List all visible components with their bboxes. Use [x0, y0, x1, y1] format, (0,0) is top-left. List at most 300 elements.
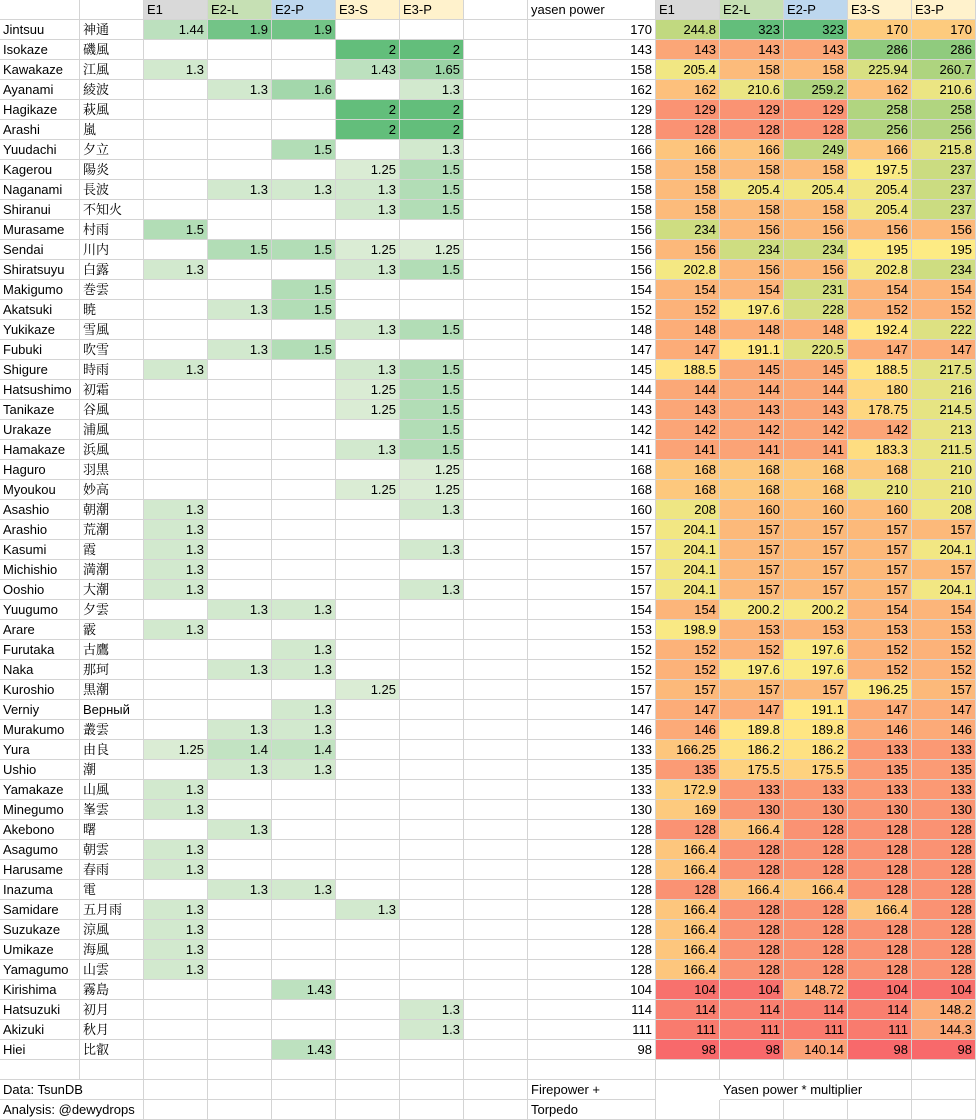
- mult-cell-e3p[interactable]: 1.25: [400, 240, 464, 260]
- result-cell-e1[interactable]: 146: [656, 720, 720, 740]
- yasen-power-cell[interactable]: 157: [528, 580, 656, 600]
- yasen-power-cell[interactable]: 152: [528, 640, 656, 660]
- mult-cell-e1[interactable]: [144, 200, 208, 220]
- blank-cell[interactable]: [464, 40, 528, 60]
- mult-cell-e3p[interactable]: [400, 1040, 464, 1060]
- result-cell-e3p[interactable]: 128: [912, 960, 976, 980]
- empty-cell[interactable]: [912, 1060, 976, 1080]
- mult-cell-e1[interactable]: 1.5: [144, 220, 208, 240]
- result-cell-e3p[interactable]: 195: [912, 240, 976, 260]
- result-cell-e3p[interactable]: 128: [912, 920, 976, 940]
- ship-name[interactable]: Fubuki: [0, 340, 80, 360]
- mult-cell-e1[interactable]: 1.3: [144, 840, 208, 860]
- result-cell-e2p[interactable]: 153: [784, 620, 848, 640]
- result-cell-e1[interactable]: 244.8: [656, 20, 720, 40]
- result-cell-e2p[interactable]: 158: [784, 160, 848, 180]
- mult-cell-e3p[interactable]: [400, 220, 464, 240]
- blank-cell[interactable]: [464, 700, 528, 720]
- mult-cell-e3s[interactable]: 1.25: [336, 380, 400, 400]
- result-cell-e1[interactable]: 152: [656, 660, 720, 680]
- result-cell-e3s[interactable]: 286: [848, 40, 912, 60]
- result-cell-e1[interactable]: 168: [656, 460, 720, 480]
- ship-name[interactable]: Ooshio: [0, 580, 80, 600]
- mult-cell-e3p[interactable]: [400, 720, 464, 740]
- result-cell-e3p[interactable]: 147: [912, 700, 976, 720]
- ship-name[interactable]: Yuugumo: [0, 600, 80, 620]
- result-cell-e1[interactable]: 166.4: [656, 960, 720, 980]
- mult-cell-e3p[interactable]: 1.3: [400, 140, 464, 160]
- blank-cell[interactable]: [464, 540, 528, 560]
- mult-cell-e2l[interactable]: 1.3: [208, 880, 272, 900]
- result-cell-e2p[interactable]: 140.14: [784, 1040, 848, 1060]
- mult-cell-e3s[interactable]: [336, 460, 400, 480]
- mult-cell-e2p[interactable]: [272, 360, 336, 380]
- result-cell-e2p[interactable]: 148.72: [784, 980, 848, 1000]
- result-cell-e2l[interactable]: 143: [720, 400, 784, 420]
- mult-cell-e3s[interactable]: 2: [336, 40, 400, 60]
- ship-jp-name[interactable]: 長波: [80, 180, 144, 200]
- ship-name[interactable]: Hiei: [0, 1040, 80, 1060]
- mult-cell-e1[interactable]: [144, 440, 208, 460]
- result-cell-e1[interactable]: 152: [656, 640, 720, 660]
- result-cell-e3s[interactable]: 157: [848, 520, 912, 540]
- mult-cell-e3s[interactable]: 1.25: [336, 240, 400, 260]
- blank-cell[interactable]: [464, 120, 528, 140]
- result-cell-e1[interactable]: 172.9: [656, 780, 720, 800]
- mult-cell-e2l[interactable]: [208, 500, 272, 520]
- result-cell-e1[interactable]: 166.4: [656, 900, 720, 920]
- result-cell-e3p[interactable]: 210: [912, 480, 976, 500]
- mult-cell-e2p[interactable]: 1.3: [272, 760, 336, 780]
- footer-blank[interactable]: [784, 1100, 848, 1120]
- ship-jp-name[interactable]: 浦風: [80, 420, 144, 440]
- empty-cell[interactable]: [848, 1060, 912, 1080]
- mult-cell-e2l[interactable]: 1.5: [208, 240, 272, 260]
- mult-cell-e3s[interactable]: [336, 940, 400, 960]
- mult-cell-e3s[interactable]: [336, 300, 400, 320]
- mult-cell-e1[interactable]: [144, 1000, 208, 1020]
- result-cell-e2p[interactable]: 142: [784, 420, 848, 440]
- blank-cell[interactable]: [464, 780, 528, 800]
- ship-jp-name[interactable]: 綾波: [80, 80, 144, 100]
- mult-cell-e3s[interactable]: [336, 1020, 400, 1040]
- mult-cell-e2l[interactable]: 1.3: [208, 600, 272, 620]
- ship-jp-name[interactable]: 満潮: [80, 560, 144, 580]
- result-cell-e2p[interactable]: 128: [784, 820, 848, 840]
- result-cell-e1[interactable]: 143: [656, 400, 720, 420]
- header-result-e3s[interactable]: E3-S: [848, 0, 912, 20]
- mult-cell-e1[interactable]: 1.3: [144, 560, 208, 580]
- result-cell-e1[interactable]: 234: [656, 220, 720, 240]
- mult-cell-e1[interactable]: [144, 120, 208, 140]
- yasen-power-cell[interactable]: 133: [528, 740, 656, 760]
- yasen-power-cell[interactable]: 129: [528, 100, 656, 120]
- result-cell-e2l[interactable]: 157: [720, 540, 784, 560]
- blank-cell[interactable]: [464, 340, 528, 360]
- result-cell-e2p[interactable]: 128: [784, 860, 848, 880]
- result-cell-e3p[interactable]: 210: [912, 460, 976, 480]
- mult-cell-e2l[interactable]: 1.3: [208, 660, 272, 680]
- yasen-power-cell[interactable]: 146: [528, 720, 656, 740]
- mult-cell-e2p[interactable]: 1.43: [272, 980, 336, 1000]
- yasen-power-cell[interactable]: 158: [528, 200, 656, 220]
- ship-name[interactable]: Yamakaze: [0, 780, 80, 800]
- result-cell-e3s[interactable]: 152: [848, 660, 912, 680]
- blank-cell[interactable]: [464, 620, 528, 640]
- mult-cell-e2p[interactable]: [272, 160, 336, 180]
- yasen-power-cell[interactable]: 145: [528, 360, 656, 380]
- result-cell-e1[interactable]: 204.1: [656, 580, 720, 600]
- mult-cell-e1[interactable]: [144, 40, 208, 60]
- blank-cell[interactable]: [464, 580, 528, 600]
- result-cell-e2l[interactable]: 129: [720, 100, 784, 120]
- result-cell-e3p[interactable]: 237: [912, 200, 976, 220]
- ship-name[interactable]: Akizuki: [0, 1020, 80, 1040]
- ship-jp-name[interactable]: 初霜: [80, 380, 144, 400]
- ship-name[interactable]: Tanikaze: [0, 400, 80, 420]
- footer-blank[interactable]: [208, 1080, 272, 1100]
- result-cell-e3s[interactable]: 147: [848, 340, 912, 360]
- mult-cell-e3p[interactable]: [400, 300, 464, 320]
- blank-cell[interactable]: [464, 220, 528, 240]
- mult-cell-e3s[interactable]: [336, 1000, 400, 1020]
- blank-cell[interactable]: [464, 360, 528, 380]
- mult-cell-e3s[interactable]: 1.43: [336, 60, 400, 80]
- result-cell-e3p[interactable]: 128: [912, 840, 976, 860]
- mult-cell-e3s[interactable]: [336, 880, 400, 900]
- mult-cell-e3s[interactable]: 1.3: [336, 360, 400, 380]
- mult-cell-e3s[interactable]: [336, 520, 400, 540]
- mult-cell-e3p[interactable]: 1.5: [400, 440, 464, 460]
- result-cell-e2l[interactable]: 186.2: [720, 740, 784, 760]
- footer-blank[interactable]: [144, 1100, 208, 1120]
- header-mult-e3p[interactable]: E3-P: [400, 0, 464, 20]
- mult-cell-e2l[interactable]: [208, 960, 272, 980]
- mult-cell-e1[interactable]: [144, 460, 208, 480]
- result-cell-e1[interactable]: 152: [656, 300, 720, 320]
- result-cell-e3s[interactable]: 142: [848, 420, 912, 440]
- footer-analysis[interactable]: Analysis: @dewydrops: [0, 1100, 144, 1120]
- yasen-power-cell[interactable]: 158: [528, 160, 656, 180]
- mult-cell-e3p[interactable]: [400, 20, 464, 40]
- ship-name[interactable]: Michishio: [0, 560, 80, 580]
- ship-name[interactable]: Jintsuu: [0, 20, 80, 40]
- result-cell-e2p[interactable]: 157: [784, 580, 848, 600]
- result-cell-e2p[interactable]: 220.5: [784, 340, 848, 360]
- header-blank-b[interactable]: [80, 0, 144, 20]
- result-cell-e2p[interactable]: 129: [784, 100, 848, 120]
- result-cell-e3p[interactable]: 157: [912, 520, 976, 540]
- mult-cell-e3p[interactable]: [400, 640, 464, 660]
- result-cell-e2l[interactable]: 157: [720, 520, 784, 540]
- result-cell-e3s[interactable]: 152: [848, 300, 912, 320]
- result-cell-e2p[interactable]: 205.4: [784, 180, 848, 200]
- ship-name[interactable]: Asashio: [0, 500, 80, 520]
- result-cell-e3p[interactable]: 146: [912, 720, 976, 740]
- mult-cell-e3s[interactable]: [336, 500, 400, 520]
- mult-cell-e2l[interactable]: [208, 480, 272, 500]
- result-cell-e3s[interactable]: 130: [848, 800, 912, 820]
- result-cell-e2l[interactable]: 197.6: [720, 300, 784, 320]
- mult-cell-e1[interactable]: [144, 1040, 208, 1060]
- ship-jp-name[interactable]: 五月雨: [80, 900, 144, 920]
- result-cell-e3s[interactable]: 157: [848, 580, 912, 600]
- ship-jp-name[interactable]: 叢雲: [80, 720, 144, 740]
- result-cell-e3s[interactable]: 147: [848, 700, 912, 720]
- ship-jp-name[interactable]: 白露: [80, 260, 144, 280]
- mult-cell-e1[interactable]: [144, 400, 208, 420]
- mult-cell-e2l[interactable]: [208, 360, 272, 380]
- result-cell-e1[interactable]: 166.4: [656, 860, 720, 880]
- blank-cell[interactable]: [464, 200, 528, 220]
- result-cell-e3p[interactable]: 152: [912, 640, 976, 660]
- result-cell-e3p[interactable]: 128: [912, 940, 976, 960]
- footer-blank[interactable]: [144, 1080, 208, 1100]
- mult-cell-e1[interactable]: [144, 600, 208, 620]
- result-cell-e1[interactable]: 148: [656, 320, 720, 340]
- yasen-power-cell[interactable]: 98: [528, 1040, 656, 1060]
- result-cell-e2p[interactable]: 249: [784, 140, 848, 160]
- mult-cell-e1[interactable]: 1.3: [144, 520, 208, 540]
- ship-jp-name[interactable]: 春雨: [80, 860, 144, 880]
- mult-cell-e2l[interactable]: [208, 200, 272, 220]
- result-cell-e2l[interactable]: 200.2: [720, 600, 784, 620]
- result-cell-e1[interactable]: 114: [656, 1000, 720, 1020]
- mult-cell-e2l[interactable]: [208, 100, 272, 120]
- result-cell-e3p[interactable]: 147: [912, 340, 976, 360]
- result-cell-e3p[interactable]: 104: [912, 980, 976, 1000]
- ship-jp-name[interactable]: Верный: [80, 700, 144, 720]
- result-cell-e2l[interactable]: 143: [720, 40, 784, 60]
- mult-cell-e3p[interactable]: [400, 840, 464, 860]
- result-cell-e1[interactable]: 156: [656, 240, 720, 260]
- result-cell-e2p[interactable]: 156: [784, 220, 848, 240]
- yasen-power-cell[interactable]: 157: [528, 560, 656, 580]
- yasen-power-cell[interactable]: 128: [528, 960, 656, 980]
- yasen-power-cell[interactable]: 170: [528, 20, 656, 40]
- result-cell-e2p[interactable]: 133: [784, 780, 848, 800]
- mult-cell-e3p[interactable]: 1.5: [400, 200, 464, 220]
- result-cell-e3p[interactable]: 157: [912, 560, 976, 580]
- result-cell-e1[interactable]: 147: [656, 700, 720, 720]
- yasen-power-cell[interactable]: 166: [528, 140, 656, 160]
- ship-name[interactable]: Kagerou: [0, 160, 80, 180]
- result-cell-e1[interactable]: 111: [656, 1020, 720, 1040]
- yasen-power-cell[interactable]: 153: [528, 620, 656, 640]
- mult-cell-e3p[interactable]: 1.65: [400, 60, 464, 80]
- mult-cell-e2l[interactable]: [208, 1020, 272, 1040]
- blank-cell[interactable]: [464, 20, 528, 40]
- blank-cell[interactable]: [464, 880, 528, 900]
- mult-cell-e2p[interactable]: 1.9: [272, 20, 336, 40]
- mult-cell-e1[interactable]: [144, 420, 208, 440]
- yasen-power-cell[interactable]: 168: [528, 460, 656, 480]
- result-cell-e2l[interactable]: 168: [720, 460, 784, 480]
- result-cell-e2p[interactable]: 259.2: [784, 80, 848, 100]
- result-cell-e3s[interactable]: 160: [848, 500, 912, 520]
- result-cell-e2l[interactable]: 166: [720, 140, 784, 160]
- mult-cell-e1[interactable]: [144, 1020, 208, 1040]
- ship-name[interactable]: Kawakaze: [0, 60, 80, 80]
- footer-blank[interactable]: [336, 1100, 400, 1120]
- result-cell-e2l[interactable]: 157: [720, 560, 784, 580]
- mult-cell-e1[interactable]: [144, 180, 208, 200]
- mult-cell-e3p[interactable]: [400, 760, 464, 780]
- result-cell-e3s[interactable]: 188.5: [848, 360, 912, 380]
- mult-cell-e1[interactable]: [144, 660, 208, 680]
- ship-jp-name[interactable]: 吹雪: [80, 340, 144, 360]
- empty-cell[interactable]: [720, 1060, 784, 1080]
- result-cell-e2p[interactable]: 148: [784, 320, 848, 340]
- mult-cell-e3p[interactable]: 1.25: [400, 460, 464, 480]
- result-cell-e1[interactable]: 166: [656, 140, 720, 160]
- mult-cell-e2l[interactable]: [208, 120, 272, 140]
- mult-cell-e3s[interactable]: [336, 860, 400, 880]
- mult-cell-e3s[interactable]: [336, 760, 400, 780]
- result-cell-e3s[interactable]: 180: [848, 380, 912, 400]
- yasen-power-cell[interactable]: 128: [528, 120, 656, 140]
- mult-cell-e2p[interactable]: 1.4: [272, 740, 336, 760]
- mult-cell-e2p[interactable]: [272, 620, 336, 640]
- empty-cell[interactable]: [336, 1060, 400, 1080]
- result-cell-e1[interactable]: 162: [656, 80, 720, 100]
- mult-cell-e3s[interactable]: 1.3: [336, 900, 400, 920]
- result-cell-e1[interactable]: 128: [656, 120, 720, 140]
- mult-cell-e2p[interactable]: 1.3: [272, 700, 336, 720]
- mult-cell-e3p[interactable]: [400, 960, 464, 980]
- result-cell-e2l[interactable]: 166.4: [720, 820, 784, 840]
- mult-cell-e3s[interactable]: [336, 820, 400, 840]
- mult-cell-e3s[interactable]: [336, 660, 400, 680]
- yasen-power-cell[interactable]: 135: [528, 760, 656, 780]
- mult-cell-e3s[interactable]: [336, 580, 400, 600]
- mult-cell-e2l[interactable]: [208, 380, 272, 400]
- result-cell-e3p[interactable]: 128: [912, 900, 976, 920]
- ship-jp-name[interactable]: 巻雲: [80, 280, 144, 300]
- mult-cell-e2p[interactable]: [272, 220, 336, 240]
- ship-name[interactable]: Minegumo: [0, 800, 80, 820]
- mult-cell-e2l[interactable]: [208, 800, 272, 820]
- result-cell-e2p[interactable]: 160: [784, 500, 848, 520]
- yasen-power-cell[interactable]: 141: [528, 440, 656, 460]
- blank-cell[interactable]: [464, 600, 528, 620]
- ship-jp-name[interactable]: 暁: [80, 300, 144, 320]
- yasen-power-cell[interactable]: 154: [528, 600, 656, 620]
- result-cell-e3p[interactable]: 152: [912, 660, 976, 680]
- ship-name[interactable]: Shigure: [0, 360, 80, 380]
- mult-cell-e2l[interactable]: [208, 400, 272, 420]
- ship-name[interactable]: Furutaka: [0, 640, 80, 660]
- ship-name[interactable]: Arare: [0, 620, 80, 640]
- ship-jp-name[interactable]: 涼風: [80, 920, 144, 940]
- mult-cell-e2p[interactable]: [272, 820, 336, 840]
- empty-cell[interactable]: [80, 1060, 144, 1080]
- mult-cell-e2l[interactable]: [208, 940, 272, 960]
- mult-cell-e2l[interactable]: 1.3: [208, 180, 272, 200]
- result-cell-e1[interactable]: 169: [656, 800, 720, 820]
- header-result-e3p[interactable]: E3-P: [912, 0, 976, 20]
- mult-cell-e3s[interactable]: 1.25: [336, 680, 400, 700]
- result-cell-e3s[interactable]: 128: [848, 840, 912, 860]
- result-cell-e3s[interactable]: 195: [848, 240, 912, 260]
- result-cell-e2p[interactable]: 323: [784, 20, 848, 40]
- mult-cell-e1[interactable]: [144, 320, 208, 340]
- mult-cell-e3p[interactable]: 2: [400, 120, 464, 140]
- result-cell-e2p[interactable]: 156: [784, 260, 848, 280]
- blank-cell[interactable]: [464, 720, 528, 740]
- mult-cell-e3p[interactable]: 1.3: [400, 540, 464, 560]
- result-cell-e1[interactable]: 141: [656, 440, 720, 460]
- ship-jp-name[interactable]: 那珂: [80, 660, 144, 680]
- ship-name[interactable]: Verniy: [0, 700, 80, 720]
- blank-cell[interactable]: [464, 940, 528, 960]
- result-cell-e1[interactable]: 166.4: [656, 840, 720, 860]
- result-cell-e3p[interactable]: 237: [912, 180, 976, 200]
- result-cell-e3s[interactable]: 258: [848, 100, 912, 120]
- mult-cell-e3s[interactable]: [336, 340, 400, 360]
- yasen-power-cell[interactable]: 158: [528, 60, 656, 80]
- blank-cell[interactable]: [464, 920, 528, 940]
- yasen-power-cell[interactable]: 156: [528, 220, 656, 240]
- mult-cell-e2p[interactable]: 1.3: [272, 640, 336, 660]
- ship-name[interactable]: Naka: [0, 660, 80, 680]
- result-cell-e3s[interactable]: 156: [848, 220, 912, 240]
- ship-name[interactable]: Yura: [0, 740, 80, 760]
- result-cell-e2p[interactable]: 166.4: [784, 880, 848, 900]
- result-cell-e2l[interactable]: 128: [720, 920, 784, 940]
- result-cell-e3p[interactable]: 128: [912, 860, 976, 880]
- result-cell-e3p[interactable]: 222: [912, 320, 976, 340]
- ship-jp-name[interactable]: 比叡: [80, 1040, 144, 1060]
- yasen-power-cell[interactable]: 114: [528, 1000, 656, 1020]
- yasen-power-cell[interactable]: 156: [528, 240, 656, 260]
- result-cell-e2l[interactable]: 234: [720, 240, 784, 260]
- result-cell-e2p[interactable]: 200.2: [784, 600, 848, 620]
- blank-cell[interactable]: [464, 640, 528, 660]
- mult-cell-e1[interactable]: [144, 820, 208, 840]
- result-cell-e2p[interactable]: 114: [784, 1000, 848, 1020]
- result-cell-e2p[interactable]: 128: [784, 840, 848, 860]
- result-cell-e3p[interactable]: 144.3: [912, 1020, 976, 1040]
- mult-cell-e2p[interactable]: [272, 1020, 336, 1040]
- header-mult-e2l[interactable]: E2-L: [208, 0, 272, 20]
- result-cell-e2p[interactable]: 144: [784, 380, 848, 400]
- mult-cell-e3s[interactable]: 1.25: [336, 480, 400, 500]
- mult-cell-e2l[interactable]: [208, 680, 272, 700]
- ship-name[interactable]: Arashi: [0, 120, 80, 140]
- empty-cell[interactable]: [208, 1060, 272, 1080]
- result-cell-e2p[interactable]: 157: [784, 560, 848, 580]
- mult-cell-e3s[interactable]: 1.3: [336, 200, 400, 220]
- result-cell-e1[interactable]: 104: [656, 980, 720, 1000]
- result-cell-e2p[interactable]: 158: [784, 200, 848, 220]
- result-cell-e1[interactable]: 129: [656, 100, 720, 120]
- footer-blank[interactable]: [464, 1100, 528, 1120]
- result-cell-e1[interactable]: 166.4: [656, 920, 720, 940]
- mult-cell-e1[interactable]: 1.3: [144, 360, 208, 380]
- result-cell-e3p[interactable]: 154: [912, 600, 976, 620]
- yasen-power-cell[interactable]: 104: [528, 980, 656, 1000]
- mult-cell-e3s[interactable]: [336, 560, 400, 580]
- result-cell-e1[interactable]: 158: [656, 180, 720, 200]
- result-cell-e3s[interactable]: 114: [848, 1000, 912, 1020]
- mult-cell-e3s[interactable]: 1.3: [336, 180, 400, 200]
- mult-cell-e3p[interactable]: 1.3: [400, 580, 464, 600]
- mult-cell-e1[interactable]: [144, 100, 208, 120]
- mult-cell-e1[interactable]: [144, 280, 208, 300]
- mult-cell-e2p[interactable]: 1.5: [272, 140, 336, 160]
- result-cell-e2l[interactable]: 158: [720, 160, 784, 180]
